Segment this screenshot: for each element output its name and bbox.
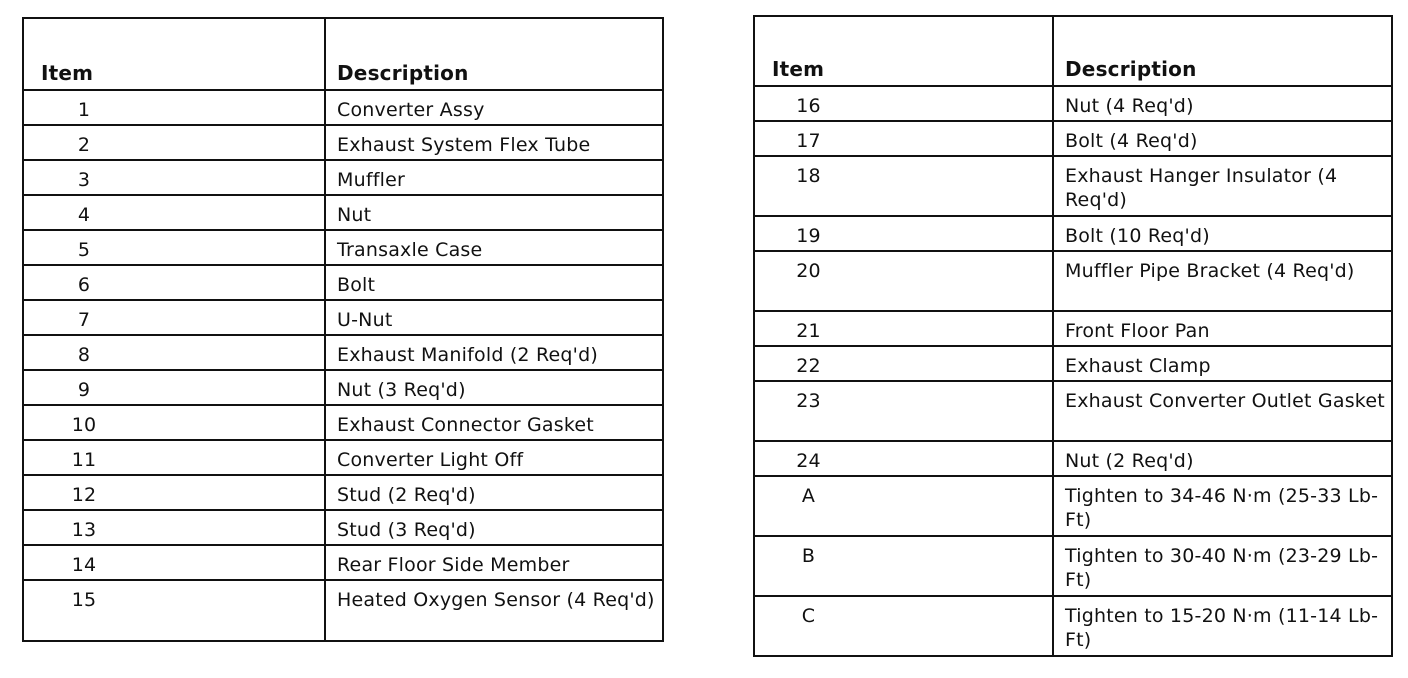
item-description: Nut (4 Req'd) <box>1053 86 1392 121</box>
item-number: 12 <box>23 475 325 510</box>
table-row <box>23 90 663 125</box>
item-description: Exhaust Connector Gasket <box>325 405 663 440</box>
table-row <box>23 160 663 195</box>
item-column-header: Item <box>754 16 1053 86</box>
item-description: Bolt (4 Req'd) <box>1053 121 1392 156</box>
table-header-row <box>23 18 663 90</box>
table-row <box>754 476 1392 536</box>
item-number: 15 <box>23 580 325 641</box>
parts-legend-table-left <box>22 17 664 642</box>
table-row <box>23 405 663 440</box>
item-number: 10 <box>23 405 325 440</box>
item-number: C <box>754 596 1053 656</box>
table-row <box>754 251 1392 311</box>
table-row <box>23 230 663 265</box>
item-description: Heated Oxygen Sensor (4 Req'd) <box>325 580 663 641</box>
item-description: Exhaust Hanger Insulator (4 Req'd) <box>1053 156 1392 216</box>
item-description: Exhaust Manifold (2 Req'd) <box>325 335 663 370</box>
item-number: 21 <box>754 311 1053 346</box>
item-description: Stud (3 Req'd) <box>325 510 663 545</box>
table-row <box>23 510 663 545</box>
item-number: 5 <box>23 230 325 265</box>
item-number: 22 <box>754 346 1053 381</box>
table-header-row <box>754 16 1392 86</box>
item-number: B <box>754 536 1053 596</box>
item-number: 24 <box>754 441 1053 476</box>
item-description: Converter Assy <box>325 90 663 125</box>
table-row <box>23 545 663 580</box>
item-number: 4 <box>23 195 325 230</box>
table-row <box>754 441 1392 476</box>
item-number: 20 <box>754 251 1053 311</box>
item-description: Nut (2 Req'd) <box>1053 441 1392 476</box>
item-number: 9 <box>23 370 325 405</box>
item-description: Muffler <box>325 160 663 195</box>
item-description: Transaxle Case <box>325 230 663 265</box>
table-row <box>754 381 1392 441</box>
table-row <box>23 475 663 510</box>
item-number: 1 <box>23 90 325 125</box>
item-description: Tighten to 30-40 N·m (23-29 Lb-Ft) <box>1053 536 1392 596</box>
table-row <box>754 311 1392 346</box>
item-description: Bolt (10 Req'd) <box>1053 216 1392 251</box>
item-description: Muffler Pipe Bracket (4 Req'd) <box>1053 251 1392 311</box>
table-row <box>23 125 663 160</box>
table-row <box>754 216 1392 251</box>
description-column-header: Description <box>1053 16 1392 86</box>
table-row <box>754 536 1392 596</box>
item-description: Converter Light Off <box>325 440 663 475</box>
item-number: 2 <box>23 125 325 160</box>
item-number: 11 <box>23 440 325 475</box>
table-row <box>23 440 663 475</box>
item-number: 16 <box>754 86 1053 121</box>
item-number: 13 <box>23 510 325 545</box>
item-description: Nut (3 Req'd) <box>325 370 663 405</box>
item-number: 18 <box>754 156 1053 216</box>
table-row <box>23 300 663 335</box>
item-column-header: Item <box>23 18 325 90</box>
item-description: Front Floor Pan <box>1053 311 1392 346</box>
description-column-header: Description <box>325 18 663 90</box>
table-row <box>754 346 1392 381</box>
table-row <box>754 86 1392 121</box>
item-description: Tighten to 15-20 N·m (11-14 Lb-Ft) <box>1053 596 1392 656</box>
item-description: Rear Floor Side Member <box>325 545 663 580</box>
table-row <box>23 580 663 641</box>
table-row <box>23 265 663 300</box>
item-number: 17 <box>754 121 1053 156</box>
item-number: 14 <box>23 545 325 580</box>
table-row <box>754 596 1392 656</box>
item-description: Exhaust System Flex Tube <box>325 125 663 160</box>
table-row <box>23 370 663 405</box>
table-row <box>23 195 663 230</box>
table-row <box>754 156 1392 216</box>
item-number: 23 <box>754 381 1053 441</box>
item-number: 8 <box>23 335 325 370</box>
parts-legend-table-right <box>753 15 1393 657</box>
item-number: 3 <box>23 160 325 195</box>
item-number: 7 <box>23 300 325 335</box>
item-description: Nut <box>325 195 663 230</box>
table-row <box>23 335 663 370</box>
item-number: 19 <box>754 216 1053 251</box>
item-description: Bolt <box>325 265 663 300</box>
table-row <box>754 121 1392 156</box>
item-description: Exhaust Converter Outlet Gasket <box>1053 381 1392 441</box>
item-description: Stud (2 Req'd) <box>325 475 663 510</box>
item-description: U-Nut <box>325 300 663 335</box>
item-description: Tighten to 34-46 N·m (25-33 Lb-Ft) <box>1053 476 1392 536</box>
item-number: A <box>754 476 1053 536</box>
item-description: Exhaust Clamp <box>1053 346 1392 381</box>
item-number: 6 <box>23 265 325 300</box>
